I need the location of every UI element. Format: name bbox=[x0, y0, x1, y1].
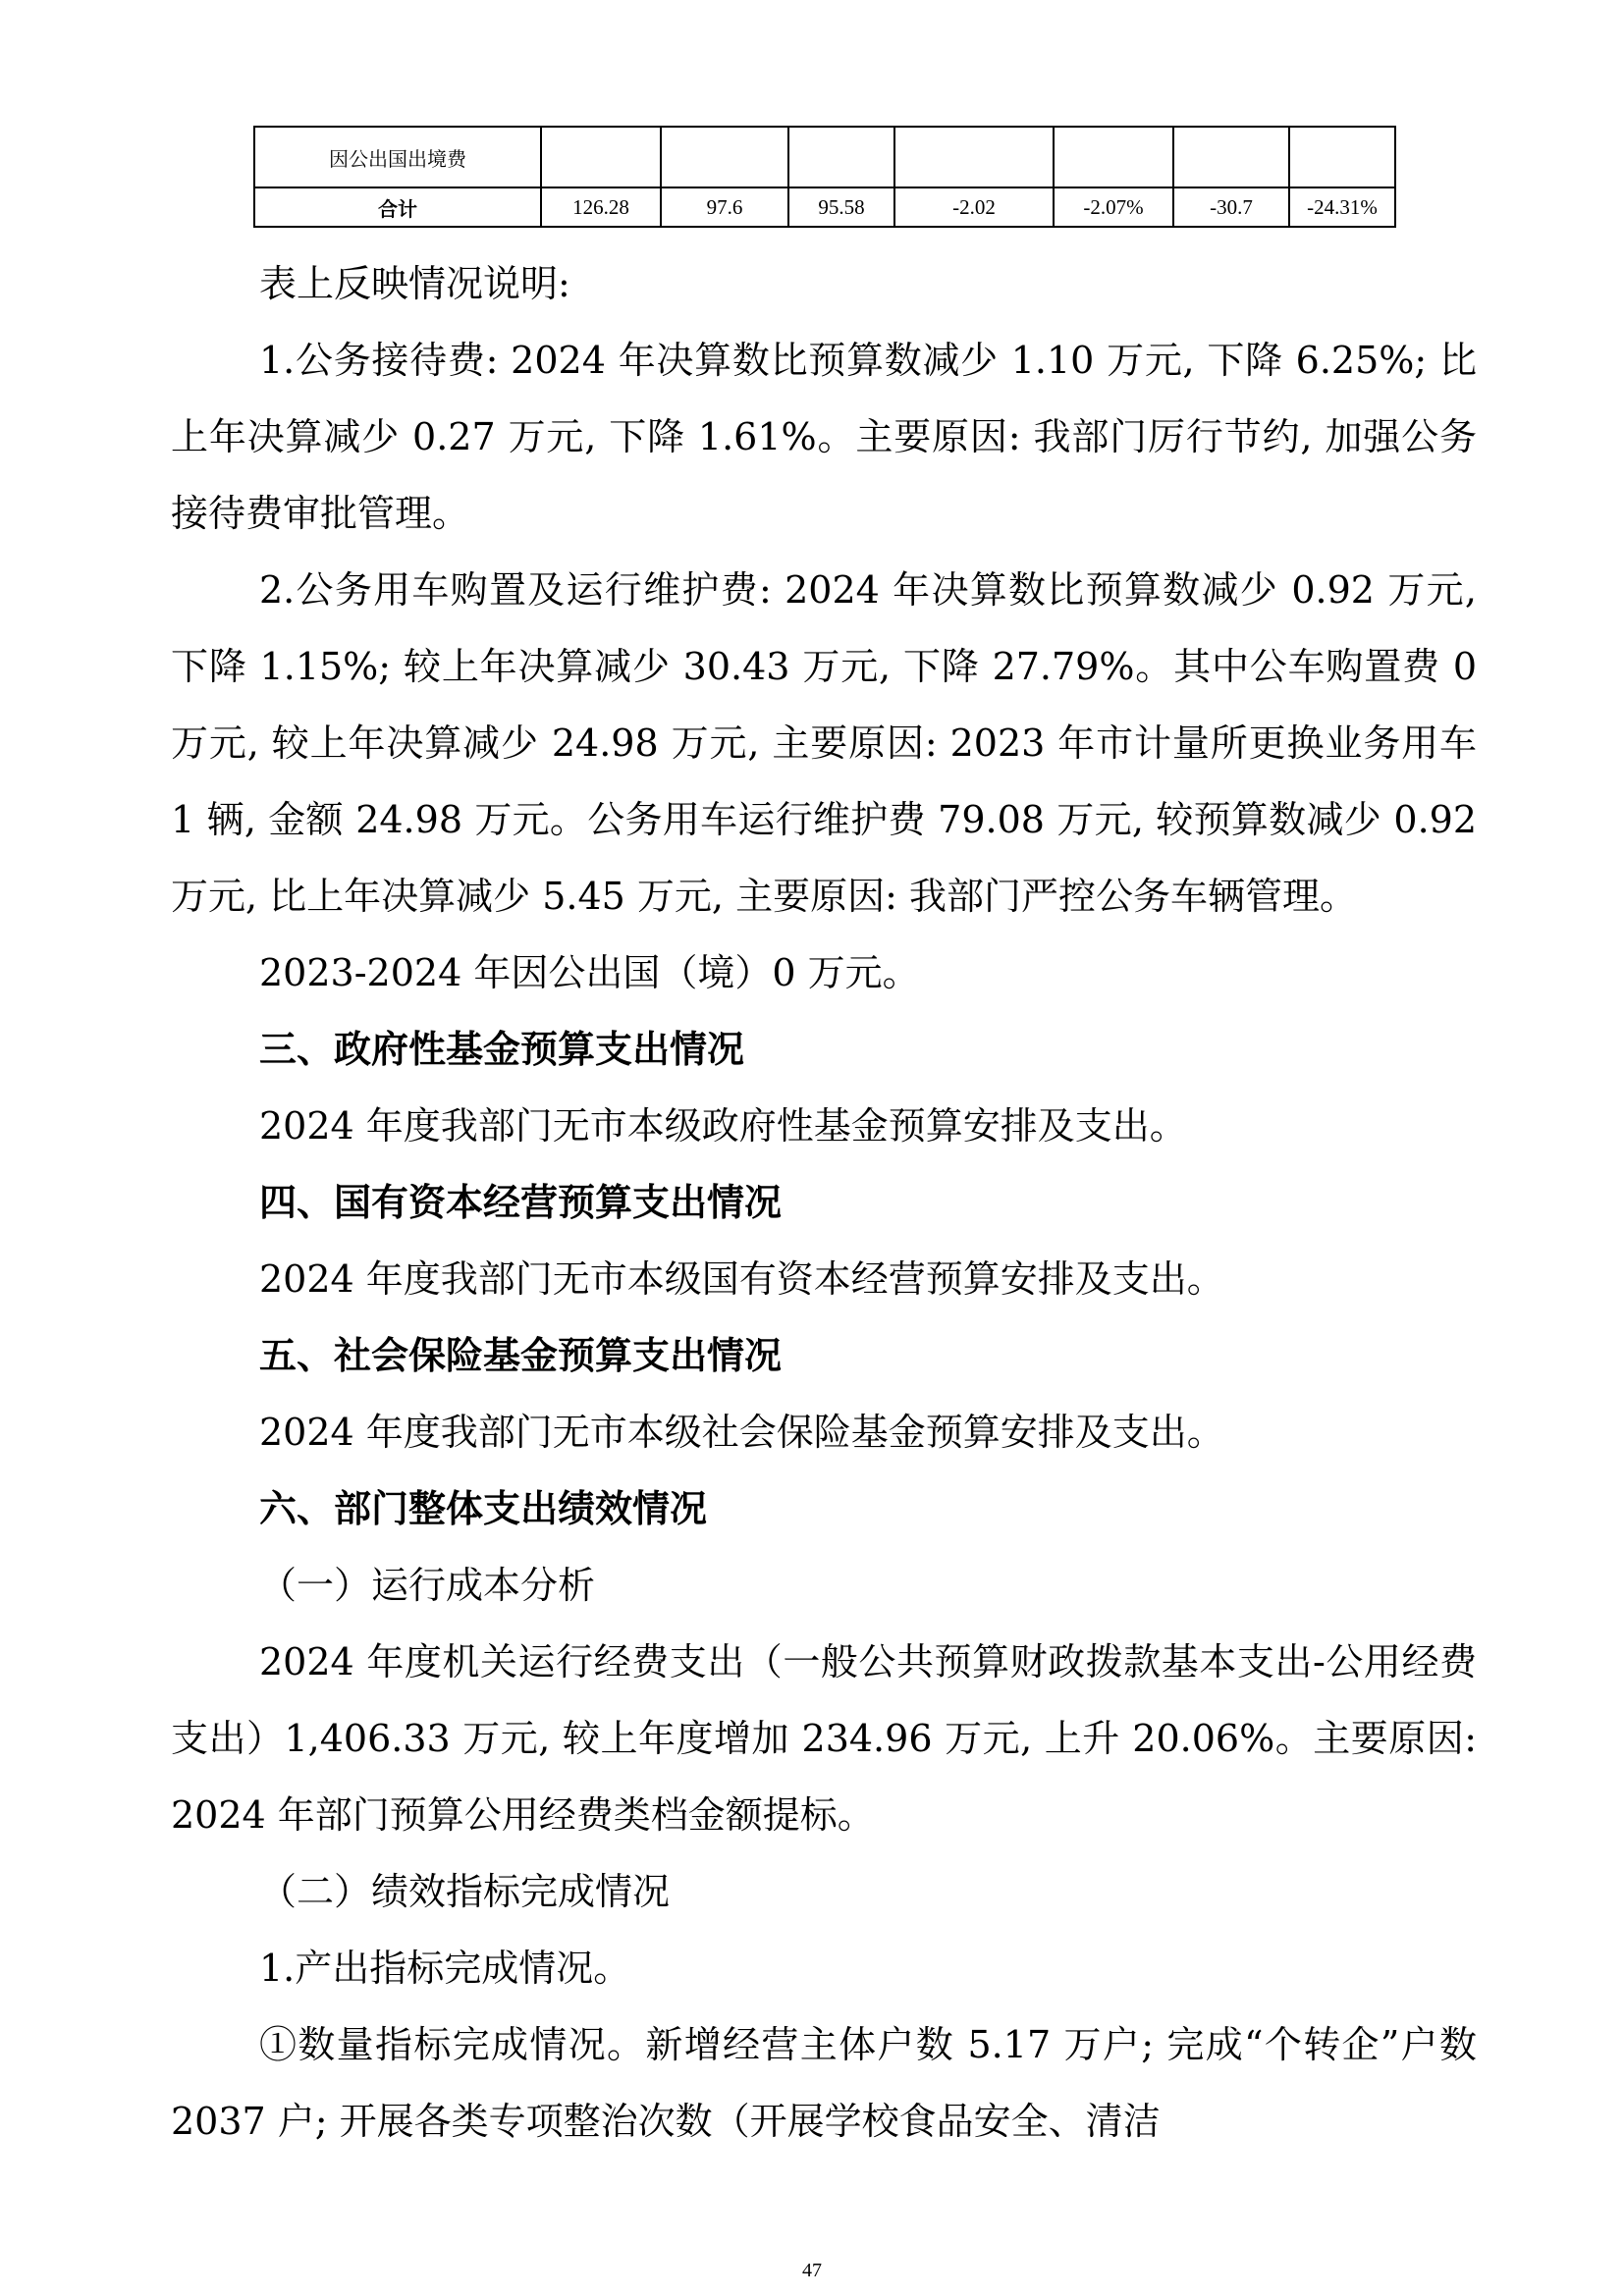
table-cell: 95.58 bbox=[788, 187, 894, 227]
section-heading: 三、政府性基金预算支出情况 bbox=[259, 1028, 745, 1071]
paragraph: 1.产出指标完成情况。 bbox=[259, 1947, 631, 1990]
body-text bbox=[171, 245, 1477, 2160]
table-cell bbox=[1289, 127, 1395, 187]
paragraph: 2023-2024 年因公出国（境）0 万元。 bbox=[259, 951, 920, 994]
row-label: 因公出国出境费 bbox=[254, 127, 541, 187]
table-cell bbox=[661, 127, 788, 187]
row-label: 合计 bbox=[254, 187, 541, 227]
table-cell: -2.02 bbox=[894, 187, 1054, 227]
section-heading: 四、国有资本经营预算支出情况 bbox=[259, 1181, 783, 1224]
table-cell bbox=[1173, 127, 1289, 187]
table-cell: -24.31% bbox=[1289, 187, 1395, 227]
table-row bbox=[254, 187, 1395, 227]
section-heading: 六、部门整体支出绩效情况 bbox=[259, 1487, 708, 1530]
table-cell bbox=[894, 127, 1054, 187]
table-cell bbox=[1054, 127, 1173, 187]
paragraph: 2024 年度我部门无市本级政府性基金预算安排及支出。 bbox=[259, 1104, 1187, 1148]
table-cell: -30.7 bbox=[1173, 187, 1289, 227]
subsection-heading: （二）绩效指标完成情况 bbox=[259, 1870, 671, 1913]
paragraph: 表上反映情况说明: bbox=[259, 262, 570, 305]
table-cell bbox=[541, 127, 661, 187]
paragraph: 2024 年度我部门无市本级国有资本经营预算安排及支出。 bbox=[259, 1257, 1224, 1301]
table-cell: -2.07% bbox=[1054, 187, 1173, 227]
paragraph: 1.公务接待费: 2024 年决算数比预算数减少 1.10 万元, 下降 6.25%; 比上年决算减少 0.27 万元, 下降 1.61%。主要原因: 我部门厉行节约, 加强公务接待费审批管理。 bbox=[171, 339, 1477, 535]
table-cell bbox=[788, 127, 894, 187]
table-cell: 97.6 bbox=[661, 187, 788, 227]
paragraph: 2.公务用车购置及运行维护费: 2024 年决算数比预算数减少 0.92 万元, 下降 1.15%; 较上年决算减少 30.43 万元, 下降 27.79%。其中公车购置费 0 万元, 较上年决算减少 24.98 万元, 主要原因: 2023 年市计量所更换业务用车 1 辆, 金额 24.98 万元。公务用车运行维护费 79.08 万元, 较预算数减少 0.92 万元, 比上年决算减少 5.45 万元, 主要原因: 我部门严控公务车辆管理。 bbox=[171, 568, 1477, 918]
subsection-heading: （一）运行成本分析 bbox=[259, 1564, 596, 1607]
table-row bbox=[254, 127, 1395, 187]
paragraph: ①数量指标完成情况。新增经营主体户数 5.17 万户; 完成“个转企”户数 2037 户; 开展各类专项整治次数（开展学校食品安全、清洁 bbox=[171, 2023, 1477, 2143]
paragraph: 2024 年度我部门无市本级社会保险基金预算安排及支出。 bbox=[259, 1411, 1224, 1454]
paragraph: 2024 年度机关运行经费支出（一般公共预算财政拨款基本支出-公用经费支出）1,406.33 万元, 较上年度增加 234.96 万元, 上升 20.06%。主要原因: 2024 年部门预算公用经费类档金额提标。 bbox=[171, 1640, 1477, 1837]
table-cell: 126.28 bbox=[541, 187, 661, 227]
page-number: 47 bbox=[802, 2260, 822, 2281]
expense-summary-table bbox=[253, 126, 1396, 228]
section-heading: 五、社会保险基金预算支出情况 bbox=[259, 1334, 783, 1377]
